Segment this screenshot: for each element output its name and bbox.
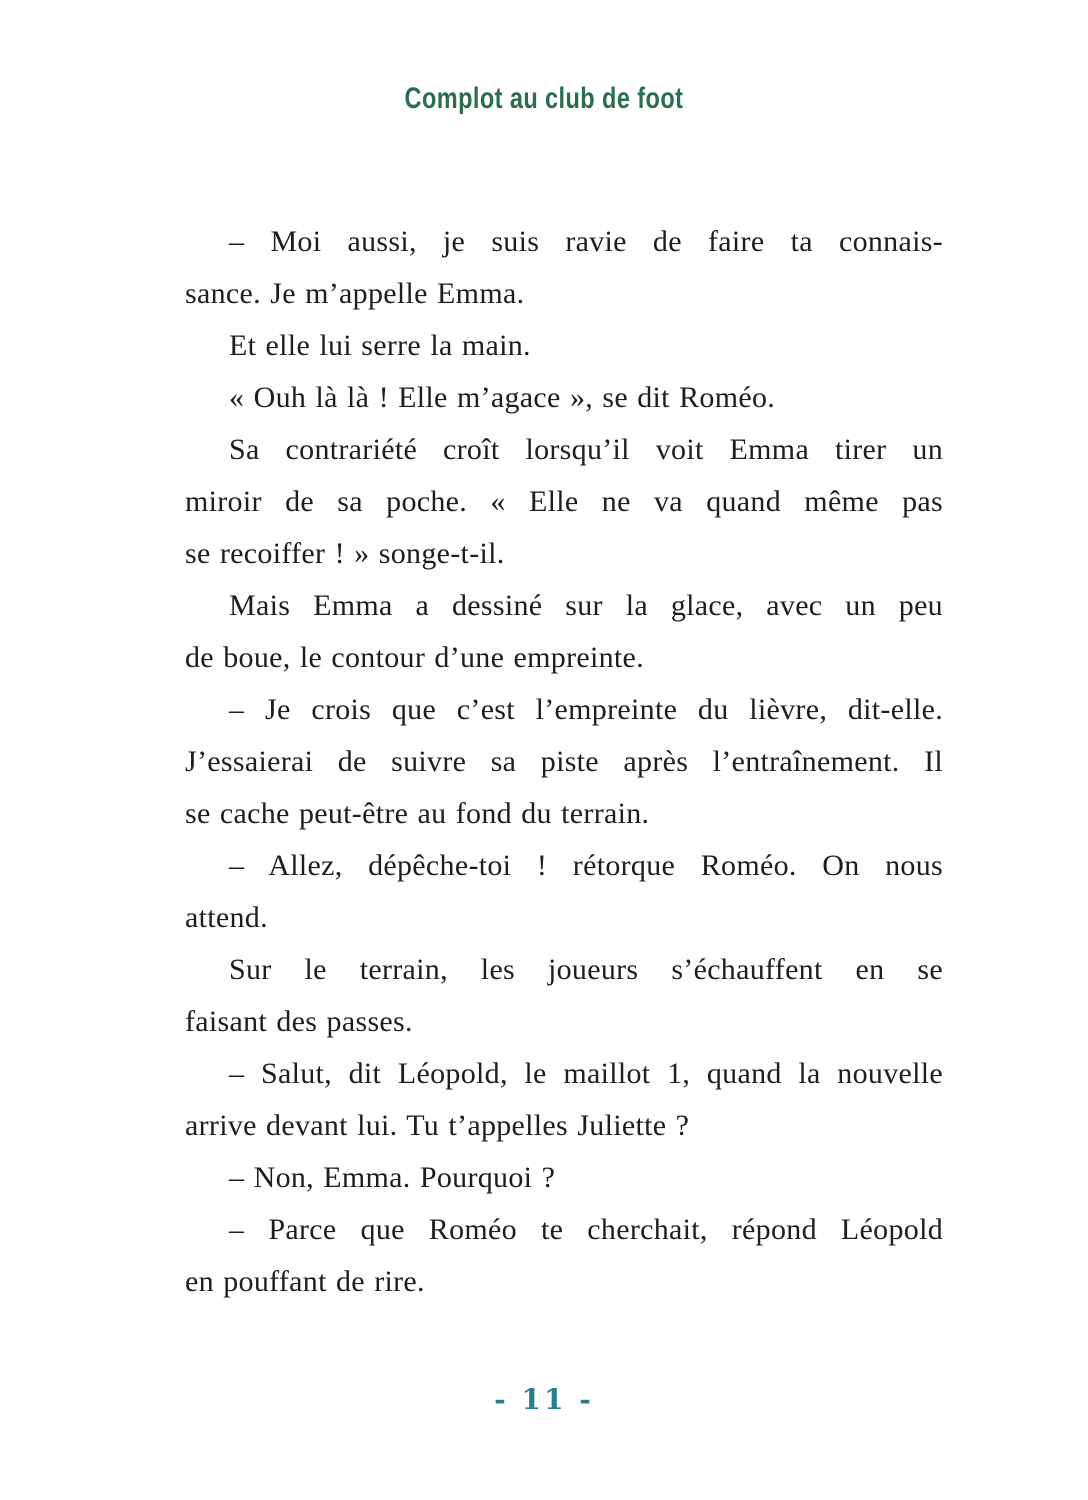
book-title: Complot au club de foot: [404, 82, 684, 115]
text-line: Et elle lui serre la main.: [229, 329, 531, 362]
body-text: [185, 216, 943, 1308]
text-line: Sa contrariété croît lorsqu’il voit Emma tirer un: [229, 433, 943, 466]
text-line: en pouffant de rire.: [185, 1265, 425, 1298]
text-line: se recoiffer ! » songe-t-il.: [185, 537, 505, 570]
text-line: attend.: [185, 901, 268, 934]
text-line: miroir de sa poche. « Elle ne va quand même pas: [185, 485, 943, 518]
paragraph: [185, 1204, 943, 1308]
paragraph: [185, 580, 943, 684]
running-header: [0, 82, 1088, 114]
text-line: arrive devant lui. Tu t’appelles Juliette ?: [185, 1109, 690, 1142]
text-line: faisant des passes.: [185, 1005, 413, 1038]
paragraph: [185, 424, 943, 580]
paragraph: [185, 944, 943, 1048]
text-line: – Je crois que c’est l’empreinte du lièvre, dit-elle.: [229, 693, 943, 726]
paragraph: [185, 684, 943, 840]
text-line: « Ouh là là ! Elle m’agace », se dit Roméo.: [229, 381, 776, 414]
text-line: – Moi aussi, je suis ravie de faire ta connais-: [229, 225, 943, 258]
text-line: J’essaierai de suivre sa piste après l’entraînement. Il: [185, 745, 943, 778]
paragraph: [185, 1048, 943, 1152]
paragraph: [185, 1152, 943, 1204]
text-line: – Non, Emma. Pourquoi ?: [229, 1161, 556, 1194]
text-line: – Parce que Roméo te cherchait, répond Léopold: [229, 1213, 943, 1246]
paragraph: [185, 320, 943, 372]
page-number: - 11 -: [494, 1383, 594, 1416]
text-line: de boue, le contour d’une empreinte.: [185, 641, 644, 674]
text-line: Mais Emma a dessiné sur la glace, avec un peu: [229, 589, 943, 622]
paragraph: [185, 840, 943, 944]
paragraph: [185, 372, 943, 424]
text-line: Sur le terrain, les joueurs s’échauffent en se: [229, 953, 943, 986]
text-line: se cache peut-être au fond du terrain.: [185, 797, 650, 830]
text-line: – Allez, dépêche-toi ! rétorque Roméo. On nous: [229, 849, 943, 882]
text-line: – Salut, dit Léopold, le maillot 1, quand la nouvelle: [229, 1057, 943, 1090]
paragraph: [185, 216, 943, 320]
text-line: sance. Je m’appelle Emma.: [185, 277, 525, 310]
